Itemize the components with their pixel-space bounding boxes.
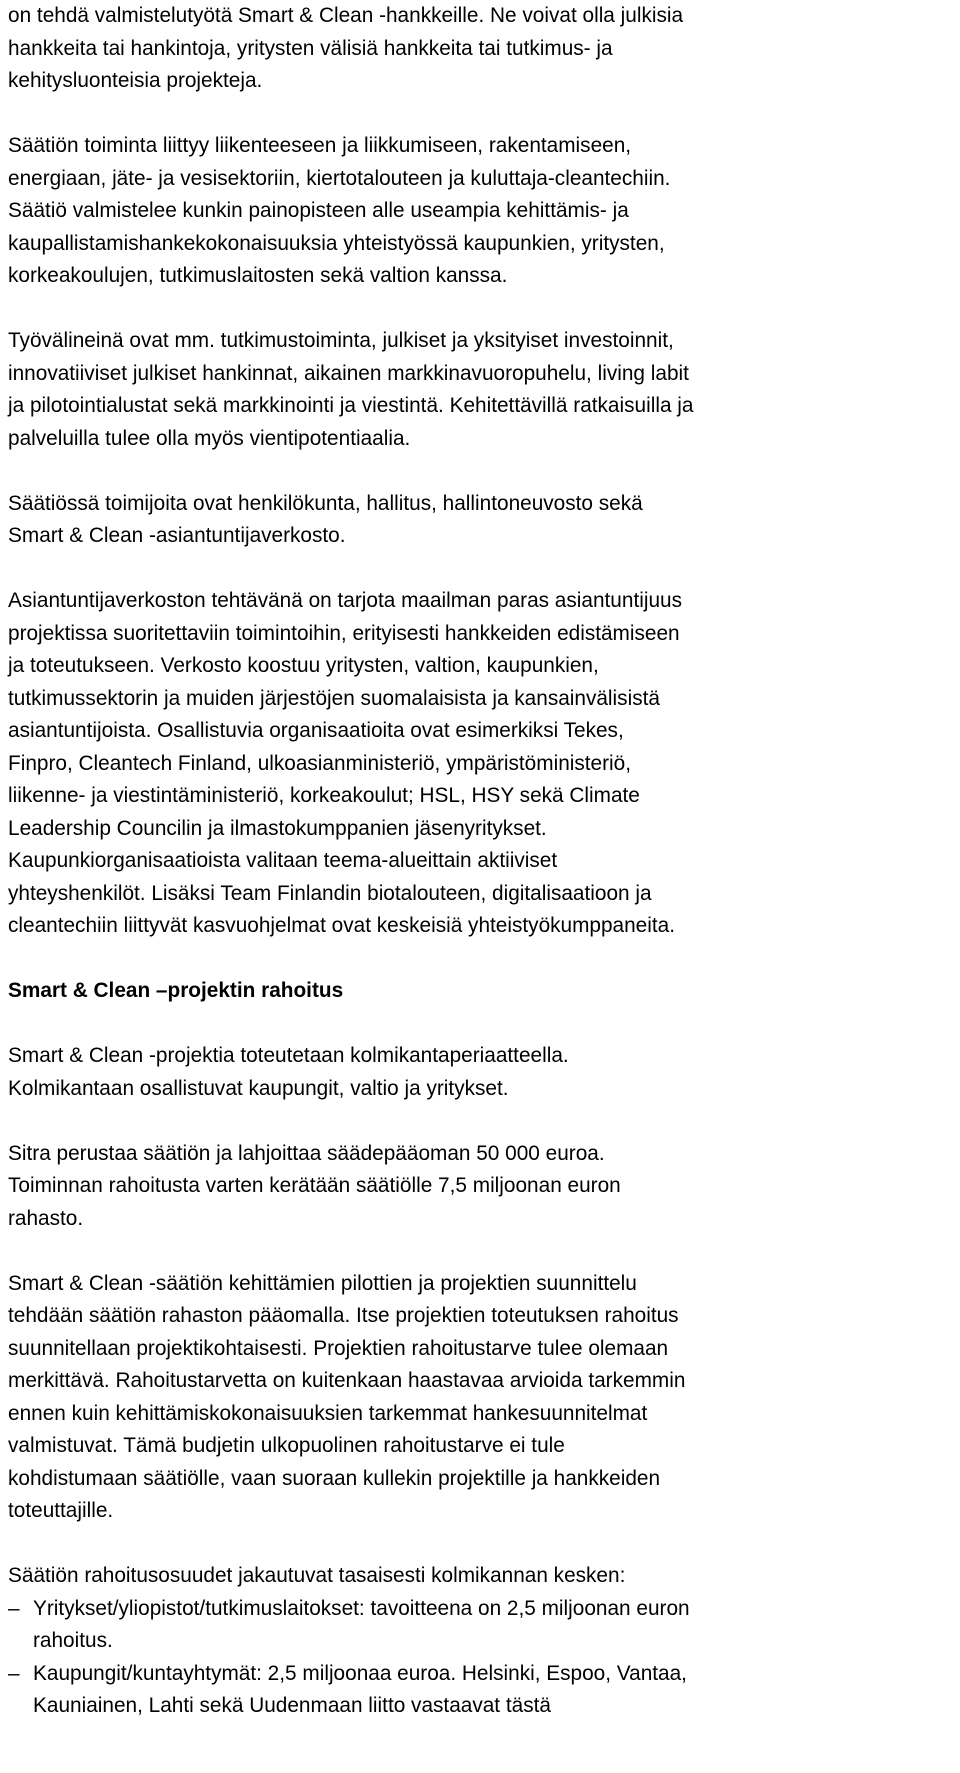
text-line: Työvälineinä ovat mm. tutkimustoiminta, julkiset ja yksityiset investoinnit,: [8, 329, 674, 352]
section-heading: Smart & Clean –projektin rahoitus: [8, 979, 344, 1002]
paragraph: [8, 585, 948, 943]
paragraph: [8, 1268, 948, 1528]
paragraph: [8, 488, 948, 553]
list-item: [8, 1658, 948, 1723]
dash-bullet-icon: –: [8, 1596, 20, 1620]
paragraph: [8, 1040, 948, 1105]
text-line: Asiantuntijaverkoston tehtävänä on tarjota maailman paras asiantuntijuus: [8, 589, 682, 612]
list-item-text: Kaupungit/kuntayhtymät: 2,5 miljoonaa euroa. Helsinki, Espoo, Vantaa,: [33, 1661, 687, 1685]
text-line: kohdistumaan säätiölle, vaan suoraan kullekin projektille ja hankkeiden: [8, 1466, 661, 1490]
paragraph: [8, 325, 948, 455]
text-line: palveluilla tulee olla myös vientipotentiaalia.: [8, 426, 411, 450]
list-item-first-line: [8, 1593, 948, 1626]
text-line: Smart & Clean -asiantuntijaverkosto.: [8, 524, 346, 547]
list-item-text: Yritykset/yliopistot/tutkimuslaitokset: tavoitteena on 2,5 miljoonan euron: [33, 1596, 690, 1620]
text-line: on tehdä valmistelutyötä Smart & Clean -hankkeille. Ne voivat olla julkisia: [8, 4, 684, 27]
paragraph-gap: [8, 1105, 948, 1138]
text-line: Toiminnan rahoitusta varten kerätään säätiölle 7,5 miljoonan euron: [8, 1174, 621, 1197]
paragraph-gap: [8, 293, 948, 326]
text-line: merkittävä. Rahoitustarvetta on kuitenkaan haastavaa arvioida tarkemmin: [8, 1369, 686, 1392]
text-line: Smart & Clean -projektia toteutetaan kolmikantaperiaatteella.: [8, 1044, 569, 1067]
list-item-text: Kauniainen, Lahti sekä Uudenmaan liitto vastaavat tästä: [33, 1694, 551, 1717]
paragraph-gap: [8, 553, 948, 586]
text-line: tutkimussektorin ja muiden järjestöjen suomalaisista ja kansainvälisistä: [8, 686, 660, 710]
paragraph: [8, 0, 948, 98]
text-line: suunnitellaan projektikohtaisesti. Projektien rahoitustarve tulee olemaan: [8, 1336, 669, 1360]
list-item-text: rahoitus.: [33, 1629, 113, 1652]
text-line: cleantechiin liittyvät kasvuohjelmat ovat keskeisiä yhteistyökumppaneita.: [8, 914, 675, 937]
text-line: Kaupunkiorganisaatioista valitaan teema-alueittain aktiiviset: [8, 849, 558, 872]
paragraph: [8, 130, 948, 293]
text-line: Leadership Councilin ja ilmastokumppanien jäsenyritykset.: [8, 816, 547, 840]
bullet-list: [8, 1593, 948, 1723]
text-line: ja pilotointialustat sekä markkinointi ja viestintä. Kehitettävillä ratkaisuilla ja: [8, 394, 694, 417]
paragraph-gap: [8, 943, 948, 976]
text-line: rahasto.: [8, 1206, 84, 1230]
paragraph-gap: [8, 455, 948, 488]
text-line: Sitra perustaa säätiön ja lahjoittaa säädepääoman 50 000 euroa.: [8, 1141, 605, 1165]
text-line: projektissa suoritettaviin toimintoihin, erityisesti hankkeiden edistämiseen: [8, 621, 680, 645]
text-line: toteuttajille.: [8, 1499, 114, 1522]
paragraph-gap: [8, 98, 948, 131]
paragraph-gap: [8, 1008, 948, 1041]
text-line: Säätiö valmistelee kunkin painopisteen alle useampia kehittämis- ja: [8, 199, 629, 222]
text-line: tehdään säätiön rahaston pääomalla. Itse projektien toteutuksen rahoitus: [8, 1304, 679, 1327]
text-line: kehitysluonteisia projekteja.: [8, 69, 263, 92]
text-line: valmistuvat. Tämä budjetin ulkopuolinen rahoitustarve ei tule: [8, 1434, 565, 1457]
text-line: asiantuntijoista. Osallistuvia organisaatioita ovat esimerkiksi Tekes,: [8, 719, 624, 742]
list-item-first-line: [8, 1658, 948, 1691]
list-item: [8, 1593, 948, 1658]
paragraph: [8, 1138, 948, 1236]
text-line: Säätiön toiminta liittyy liikenteeseen ja liikkumiseen, rakentamiseen,: [8, 134, 632, 157]
document-page: [8, 0, 948, 1723]
text-line: kaupallistamishankekokonaisuuksia yhteistyössä kaupunkien, yritysten,: [8, 231, 665, 255]
paragraph-gap: [8, 1235, 948, 1268]
text-line: liikenne- ja viestintäministeriö, korkeakoulut; HSL, HSY sekä Climate: [8, 784, 640, 807]
text-line: energiaan, jäte- ja vesisektoriin, kiertotalouteen ja kuluttaja-cleantechiin.: [8, 166, 671, 190]
text-line: Finpro, Cleantech Finland, ulkoasianministeriö, ympäristöministeriö,: [8, 751, 632, 775]
text-line: ennen kuin kehittämiskokonaisuuksien tarkemmat hankesuunnitelmat: [8, 1401, 648, 1425]
list-intro: Säätiön rahoitusosuudet jakautuvat tasaisesti kolmikannan kesken:: [8, 1564, 626, 1587]
text-line: korkeakoulujen, tutkimuslaitosten sekä valtion kanssa.: [8, 264, 508, 287]
text-line: innovatiiviset julkiset hankinnat, aikainen markkinavuoropuhelu, living labit: [8, 361, 689, 385]
text-line: Smart & Clean -säätiön kehittämien pilottien ja projektien suunnittelu: [8, 1271, 637, 1295]
text-line: Kolmikantaan osallistuvat kaupungit, valtio ja yritykset.: [8, 1076, 509, 1100]
text-line: ja toteutukseen. Verkosto koostuu yritysten, valtion, kaupunkien,: [8, 654, 599, 677]
text-line: hankkeita tai hankintoja, yritysten välisiä hankkeita tai tutkimus- ja: [8, 36, 613, 60]
dash-bullet-icon: –: [8, 1661, 20, 1685]
text-line: Säätiössä toimijoita ovat henkilökunta, hallitus, hallintoneuvosto sekä: [8, 491, 643, 515]
text-line: yhteyshenkilöt. Lisäksi Team Finlandin biotalouteen, digitalisaatioon ja: [8, 881, 652, 905]
paragraph-gap: [8, 1528, 948, 1561]
